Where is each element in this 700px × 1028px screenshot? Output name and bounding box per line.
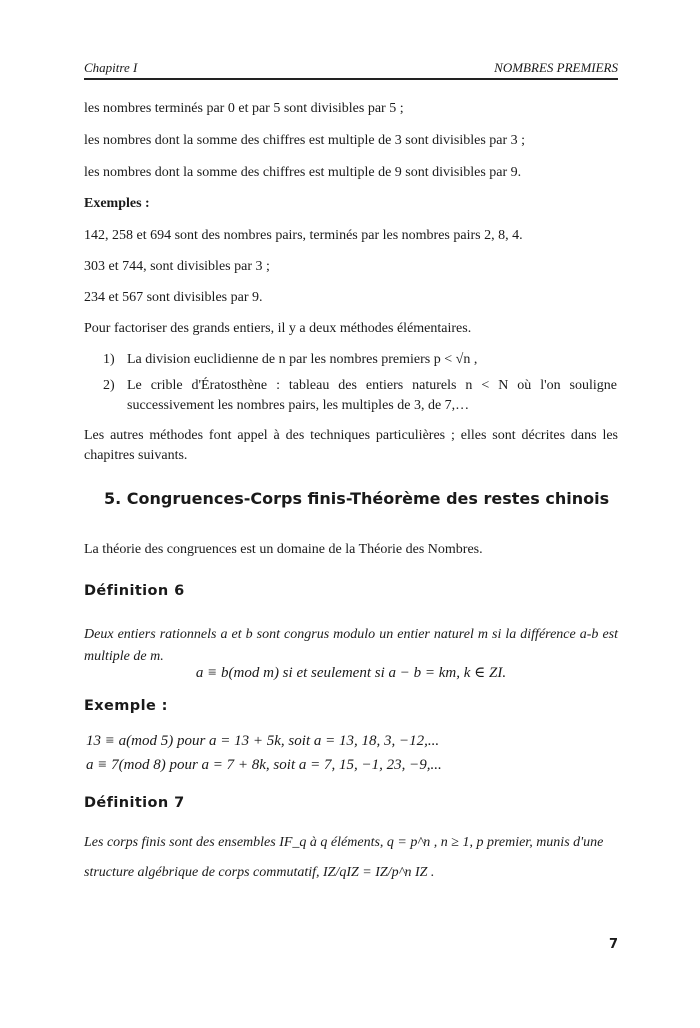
congruence-equation: a ≡ b(mod m) si et seulement si a − b = km, k ∈ ZI. xyxy=(195,665,507,681)
method-number: 2) xyxy=(103,378,115,393)
method-text: La division euclidienne de n par les nombres premiers p < √n , xyxy=(127,352,478,367)
header-divider xyxy=(84,78,618,80)
definition-7-line: Les corps finis sont des ensembles IF_q à q éléments, q = p^n , n ≥ 1, p premier, munis d'une xyxy=(84,835,604,850)
examples-heading: Exemples : xyxy=(84,196,150,211)
example-line: 303 et 744, sont divisibles par 3 ; xyxy=(84,259,270,274)
chapter-label: Chapitre I xyxy=(84,60,138,75)
section-heading: 5. Congruences-Corps finis-Théorème des restes chinois xyxy=(104,489,610,508)
example-line: 234 et 567 sont divisibles par 9. xyxy=(84,290,263,305)
definition-6-text: Deux entiers rationnels a et b sont congrus modulo un entier naturel m si la différence a-b est multiple de m. xyxy=(84,627,618,664)
factor-intro: Pour factoriser des grands entiers, il y a deux méthodes élémentaires. xyxy=(84,321,472,336)
example-heading: Exemple : xyxy=(84,698,168,714)
section-intro: La théorie des congruences est un domaine de la Théorie des Nombres. xyxy=(84,542,483,557)
definition-7-line: structure algébrique de corps commutatif, IZ/qIZ = IZ/p^n IZ . xyxy=(84,865,435,880)
example-equation: 13 ≡ a(mod 5) pour a = 13 + 5k, soit a = 13, 18, 3, −12,... xyxy=(86,733,440,749)
definition-7-title: Définition 7 xyxy=(84,795,185,811)
page-number: 7 xyxy=(608,937,618,952)
method-text: Le crible d'Ératosthène : tableau des entiers naturels n < N où l'on souligne successivement les nombres pairs, les multiples de 3, de 7,… xyxy=(127,378,617,413)
running-header xyxy=(84,60,618,78)
intro-line: les nombres dont la somme des chiffres est multiple de 9 sont divisibles par 9. xyxy=(84,165,522,180)
intro-line: les nombres dont la somme des chiffres est multiple de 3 sont divisibles par 3 ; xyxy=(84,133,526,148)
chapter-title: NOMBRES PREMIERS xyxy=(494,60,618,75)
method-number: 1) xyxy=(103,352,115,367)
definition-6-title: Définition 6 xyxy=(84,583,185,599)
intro-line: les nombres terminés par 0 et par 5 sont divisibles par 5 ; xyxy=(84,101,404,116)
example-equation: a ≡ 7(mod 8) pour a = 7 + 8k, soit a = 7, 15, −1, 23, −9,... xyxy=(86,757,442,773)
other-methods-paragraph: Les autres méthodes font appel à des techniques particulières ; elles sont décrites dans les chapitres suivants. xyxy=(84,428,618,463)
example-line: 142, 258 et 694 sont des nombres pairs, terminés par les nombres pairs 2, 8, 4. xyxy=(84,228,523,243)
